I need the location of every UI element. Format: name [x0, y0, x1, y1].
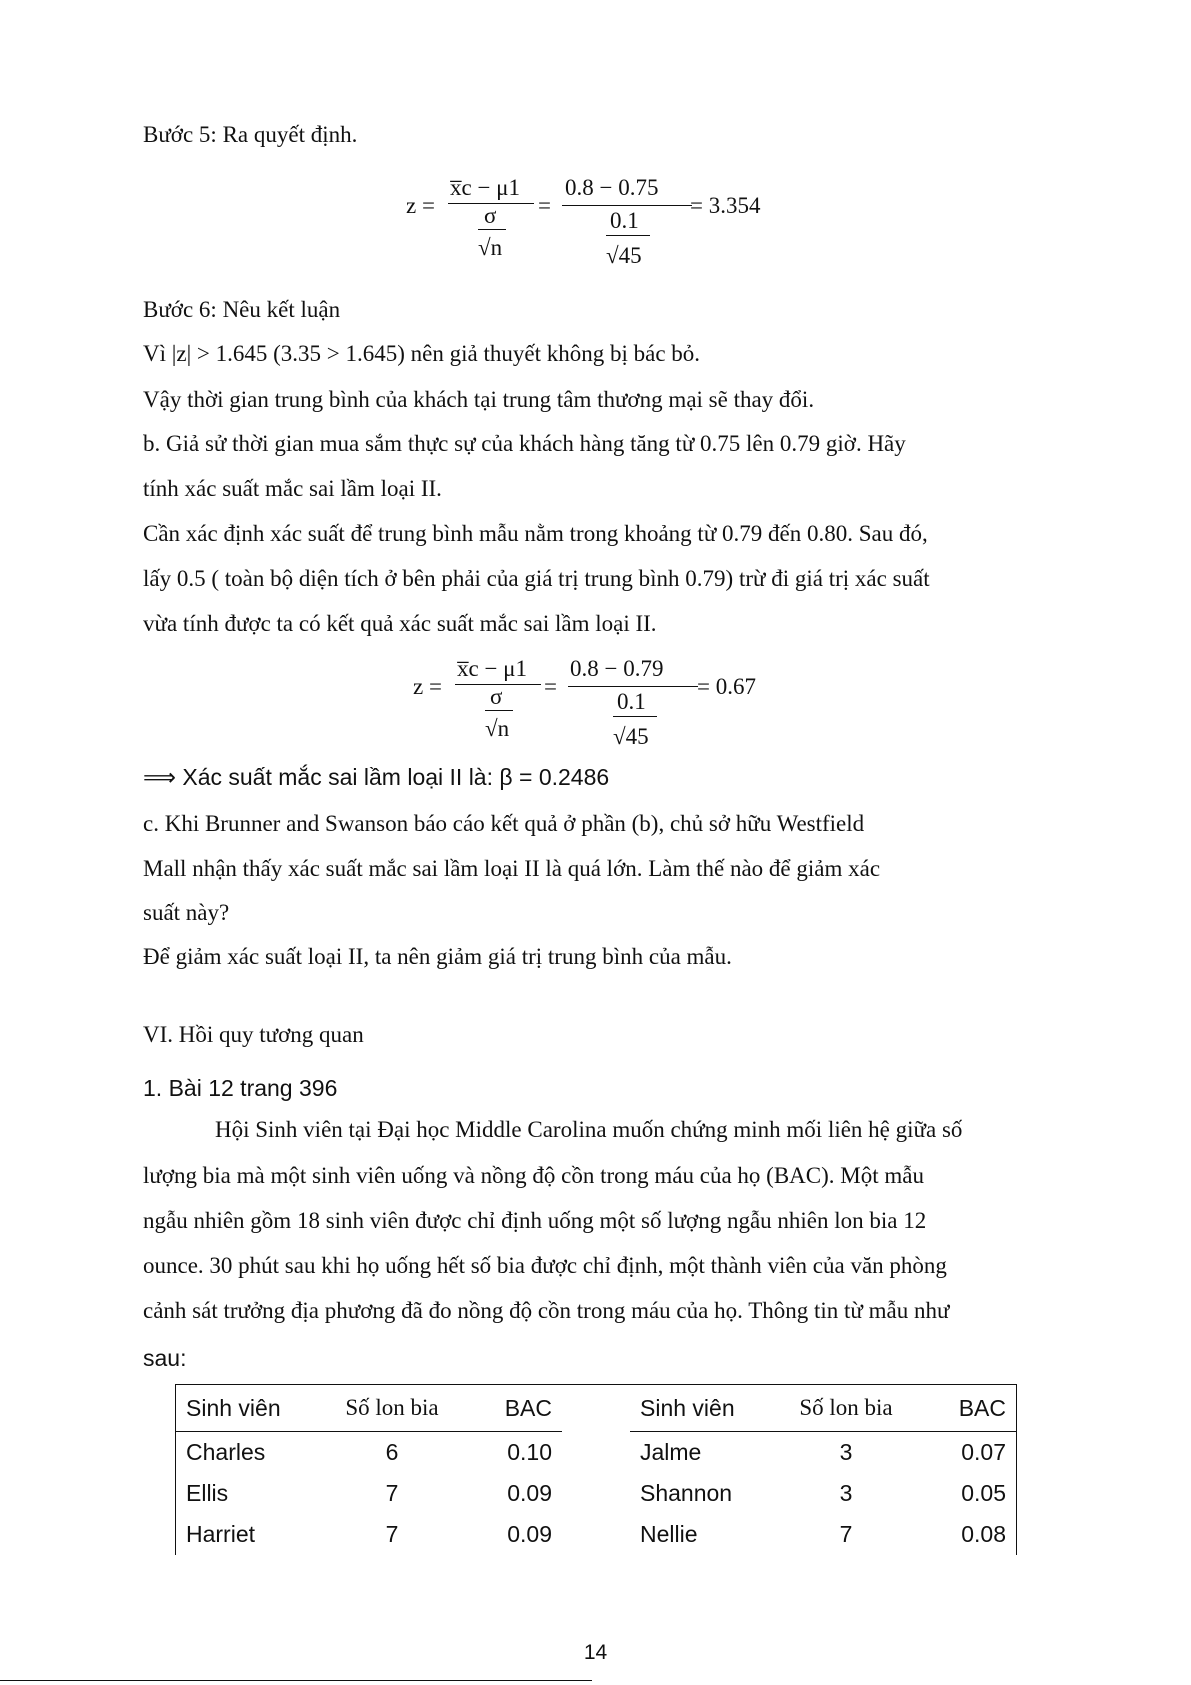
table-cell: 7	[839, 1521, 853, 1547]
step6-heading: Bước 6: Nêu kết luận	[143, 297, 341, 322]
question-b-line-2: tính xác suất mắc sai lầm loại II.	[143, 476, 442, 501]
exercise-heading: 1. Bài 12 trang 396	[143, 1075, 338, 1101]
column-header: Sinh viên	[176, 1385, 337, 1432]
formula-result: = 3.354	[690, 193, 761, 218]
student-bac-table	[175, 1384, 1017, 1555]
paragraph-line: lượng bia mà một sinh viên uống và nồng độ cồn trong máu của họ (BAC). Một mẫu	[143, 1163, 924, 1188]
formula-equals: =	[538, 193, 551, 218]
explanation-line-3: vừa tính được ta có kết quả xác suất mắc sai lầm loại II.	[143, 611, 657, 636]
formula-sqrt-45: √45	[613, 724, 649, 749]
paragraph-line: cảnh sát trưởng địa phương đã đo nồng độ cồn trong máu của họ. Thông tin từ mẫu như	[143, 1298, 950, 1323]
table-cell: 7	[385, 1521, 399, 1547]
column-gap	[562, 1385, 630, 1432]
table-cell: 7	[385, 1480, 399, 1506]
table-cell: Shannon	[640, 1480, 733, 1506]
column-header: Số lon bia	[336, 1385, 448, 1432]
paragraph-line: ngẫu nhiên gồm 18 sinh viên được chỉ định uống một số lượng ngẫu nhiên lon bia 12	[143, 1208, 927, 1233]
fraction-bar	[568, 686, 698, 687]
table-cell: Jalme	[640, 1439, 702, 1465]
beta-result: ⟹ Xác suất mắc sai lầm loại II là: β = 0.2486	[143, 764, 610, 790]
table-cell: Charles	[186, 1439, 266, 1465]
table-row	[176, 1514, 1017, 1555]
column-header: Sinh viên	[630, 1385, 790, 1432]
column-gap	[562, 1473, 630, 1514]
paragraph-line: sau:	[143, 1345, 187, 1371]
explanation-line-2: lấy 0.5 ( toàn bộ diện tích ở bên phải của giá trị trung bình 0.79) trừ đi giá trị xác suất	[143, 566, 930, 591]
fraction-bar	[606, 235, 650, 236]
fraction-bar	[613, 716, 657, 717]
table-header-row	[176, 1385, 1017, 1432]
fraction-bar	[562, 205, 692, 206]
footer-divider	[0, 1680, 592, 1681]
formula-sqrt-n: √n	[478, 235, 503, 260]
column-gap	[562, 1514, 630, 1555]
formula-numerator-value: 0.8 − 0.75	[565, 175, 659, 200]
paragraph-line: Hội Sinh viên tại Đại học Middle Carolina muốn chứng minh mối liên hệ giữa số	[215, 1117, 963, 1142]
fraction-bar	[485, 710, 513, 711]
column-header: BAC	[902, 1385, 1017, 1432]
formula-den-value: 0.1	[617, 689, 646, 714]
formula-sqrt-n: √n	[485, 716, 510, 741]
formula-sqrt-45: √45	[606, 243, 642, 268]
question-c-line-1: c. Khi Brunner and Swanson báo cáo kết quả ở phần (b), chủ sở hữu Westfield	[143, 811, 865, 836]
table-cell: 3	[839, 1439, 853, 1465]
table-cell: 6	[385, 1439, 399, 1465]
conclusion-line-2: Vậy thời gian trung bình của khách tại trung tâm thương mại sẽ thay đổi.	[143, 387, 815, 412]
table-row	[176, 1432, 1017, 1474]
formula-sigma: σ	[484, 203, 497, 228]
table-cell: 0.07	[961, 1439, 1006, 1465]
table-cell: 0.09	[507, 1480, 552, 1506]
explanation-line-1: Cần xác định xác suất để trung bình mẫu nằm trong khoảng từ 0.79 đến 0.80. Sau đó,	[143, 521, 928, 546]
formula-equals: =	[544, 674, 557, 699]
column-header: BAC	[448, 1385, 562, 1432]
table-cell: 0.10	[507, 1439, 552, 1465]
table-cell: Ellis	[186, 1480, 229, 1506]
table-row	[176, 1473, 1017, 1514]
table-cell: Nellie	[640, 1521, 698, 1547]
table-cell: 3	[839, 1480, 853, 1506]
question-b-line-1: b. Giả sử thời gian mua sắm thực sự của khách hàng tăng từ 0.75 lên 0.79 giờ. Hãy	[143, 431, 906, 456]
formula-lhs: z =	[406, 193, 435, 218]
table-cell: 0.09	[507, 1521, 552, 1547]
formula-sigma: σ	[490, 684, 503, 709]
conclusion-line-1: Vì |z| > 1.645 (3.35 > 1.645) nên giả thuyết không bị bác bỏ.	[143, 341, 701, 366]
fraction-bar	[478, 229, 506, 230]
formula-lhs: z =	[413, 674, 442, 699]
step5-heading: Bước 5: Ra quyết định.	[143, 122, 358, 147]
table-cell: 0.05	[961, 1480, 1006, 1506]
column-gap	[562, 1432, 630, 1474]
formula-numerator: x̅c − μ1	[457, 656, 528, 681]
page-number: 14	[583, 1641, 608, 1664]
formula-den-value: 0.1	[610, 208, 639, 233]
paragraph-line: ounce. 30 phút sau khi họ uống hết số bia được chỉ định, một thành viên của văn phòng	[143, 1253, 947, 1278]
formula-numerator: x̅c − μ1	[450, 175, 521, 200]
column-header: Số lon bia	[790, 1385, 902, 1432]
formula-numerator-value: 0.8 − 0.79	[570, 656, 664, 681]
section-heading: VI. Hồi quy tương quan	[143, 1022, 364, 1047]
table-cell: 0.08	[961, 1521, 1006, 1547]
question-c-line-2: Mall nhận thấy xác suất mắc sai lầm loại II là quá lớn. Làm thế nào để giảm xác	[143, 856, 881, 881]
formula-result: = 0.67	[697, 674, 756, 699]
table-cell: Harriet	[186, 1521, 256, 1547]
question-c-answer: Để giảm xác suất loại II, ta nên giảm giá trị trung bình của mẫu.	[143, 944, 732, 969]
question-c-line-3: suất này?	[143, 900, 230, 925]
